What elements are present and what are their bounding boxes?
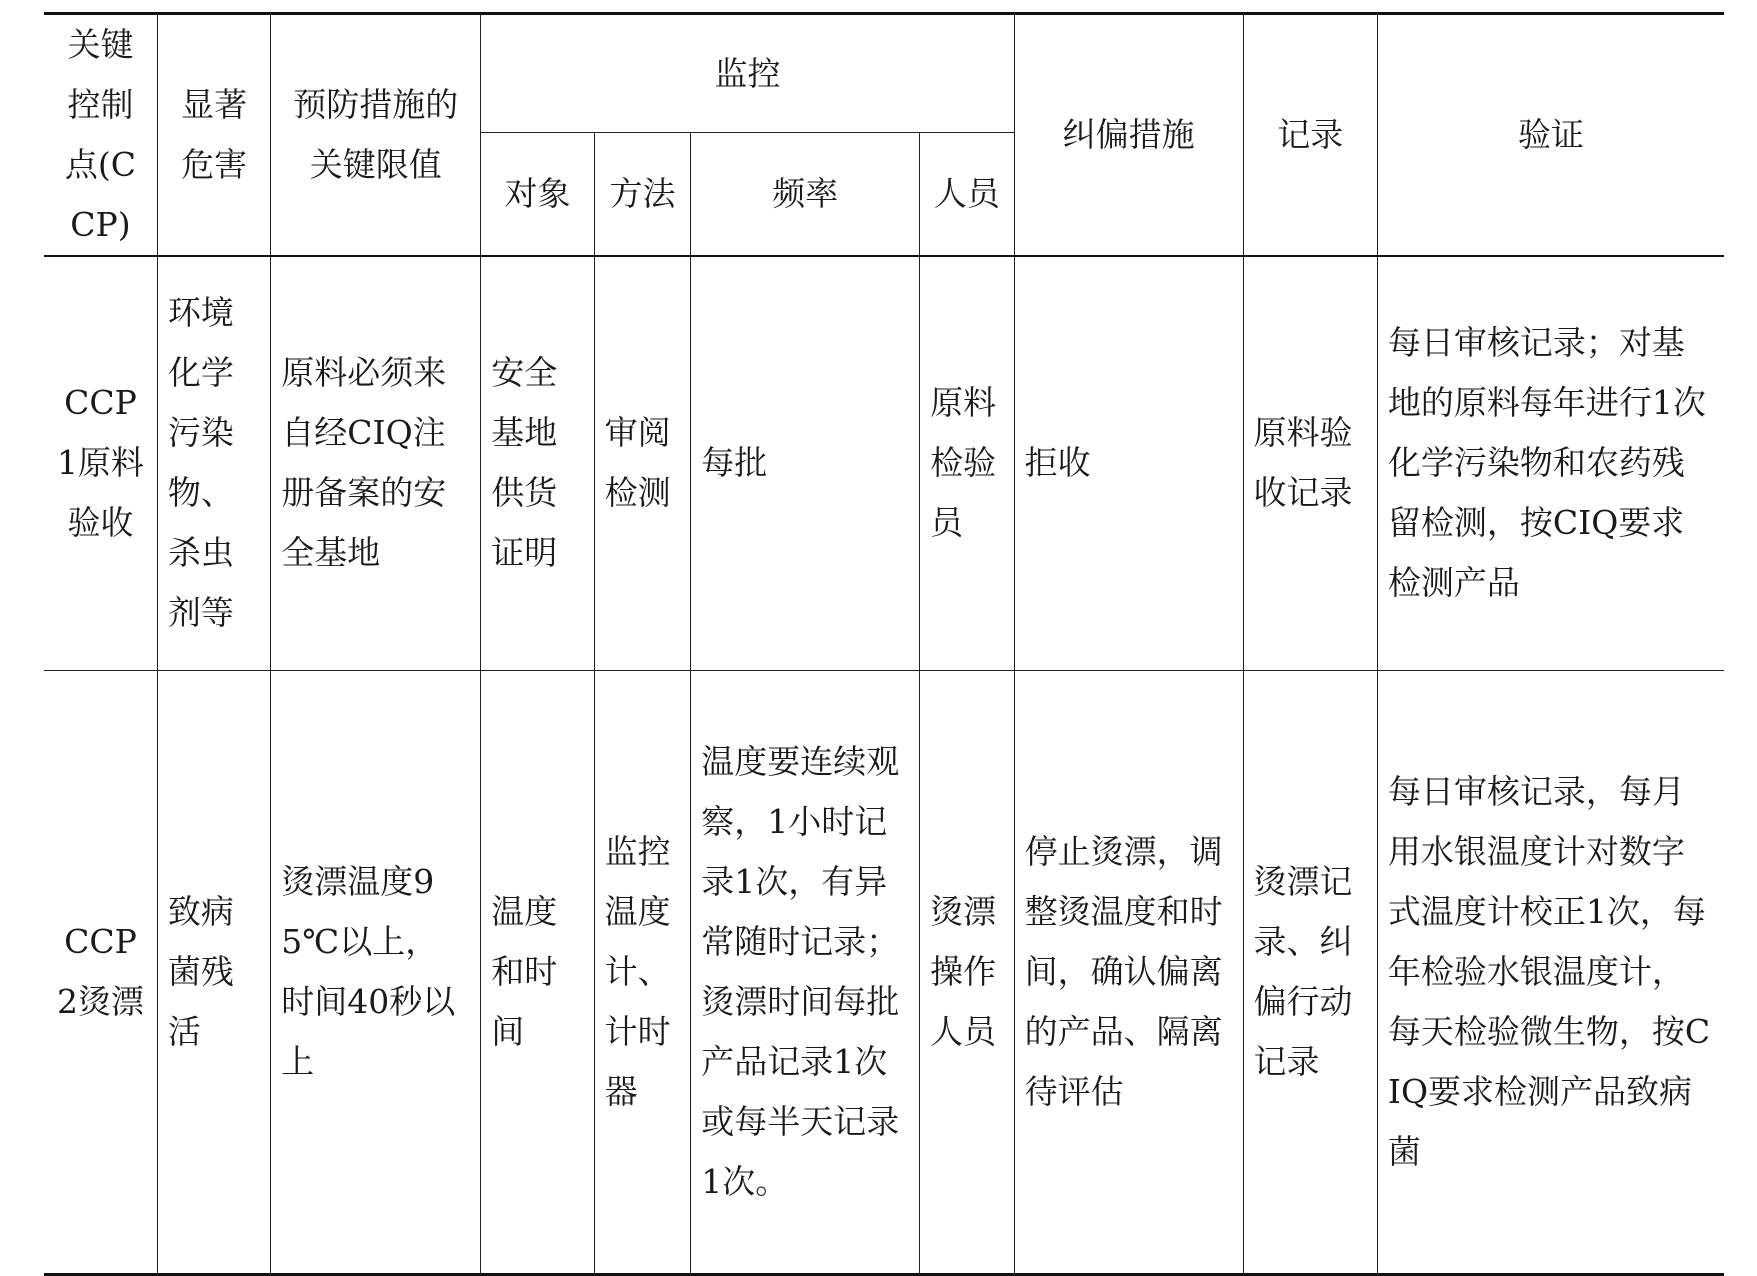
header-monitoring-method: 方法 [594,133,691,256]
cell-ccp: CCP1原料验收 [44,256,157,670]
cell-hazard: 环境化学污染物、杀虫剂等 [157,256,270,670]
header-hazard: 显著危害 [157,14,270,257]
haccp-plan-table [44,12,1724,1276]
cell-corrective-action: 停止烫漂，调整烫温度和时间，确认偏离的产品、隔离待评估 [1014,670,1243,1274]
header-record: 记录 [1243,14,1377,257]
header-critical-limit: 预防措施的关键限值 [271,14,481,257]
cell-critical-limit: 原料必须来自经CIQ注册备案的安全基地 [271,256,481,670]
cell-frequency: 温度要连续观察，1小时记录1次，有异常随时记录；烫漂时间每批产品记录1次或每半天记录1次。 [691,670,920,1274]
cell-frequency: 每批 [691,256,920,670]
cell-ccp: CCP2烫漂 [44,670,157,1274]
cell-corrective-action: 拒收 [1014,256,1243,670]
table-row [44,670,1724,1274]
cell-object: 安全基地供货证明 [481,256,594,670]
header-monitoring: 监控 [481,14,1014,133]
header-monitoring-personnel: 人员 [920,133,1014,256]
header-row-top [44,14,1724,133]
cell-verification: 每日审核记录；对基地的原料每年进行1次化学污染物和农药残留检测，按CIQ要求检测产品 [1377,256,1724,670]
cell-hazard: 致病菌残活 [157,670,270,1274]
cell-critical-limit: 烫漂温度95℃以上，时间40秒以上 [271,670,481,1274]
header-monitoring-frequency: 频率 [691,133,920,256]
header-ccp: 关键控制点(CCP) [44,14,157,257]
cell-method: 审阅检测 [594,256,691,670]
cell-record: 原料验收记录 [1243,256,1377,670]
header-monitoring-object: 对象 [481,133,594,256]
haccp-table-container [44,12,1724,1276]
cell-verification: 每日审核记录，每月用水银温度计对数字式温度计校正1次，每年检验水银温度计，每天检验微生物，按CIQ要求检测产品致病菌 [1377,670,1724,1274]
header-verification: 验证 [1377,14,1724,257]
cell-record: 烫漂记录、纠偏行动记录 [1243,670,1377,1274]
header-corrective-action: 纠偏措施 [1014,14,1243,257]
table-row [44,256,1724,670]
cell-method: 监控温度计、计时器 [594,670,691,1274]
cell-personnel: 烫漂操作人员 [920,670,1014,1274]
cell-personnel: 原料检验员 [920,256,1014,670]
cell-object: 温度和时间 [481,670,594,1274]
